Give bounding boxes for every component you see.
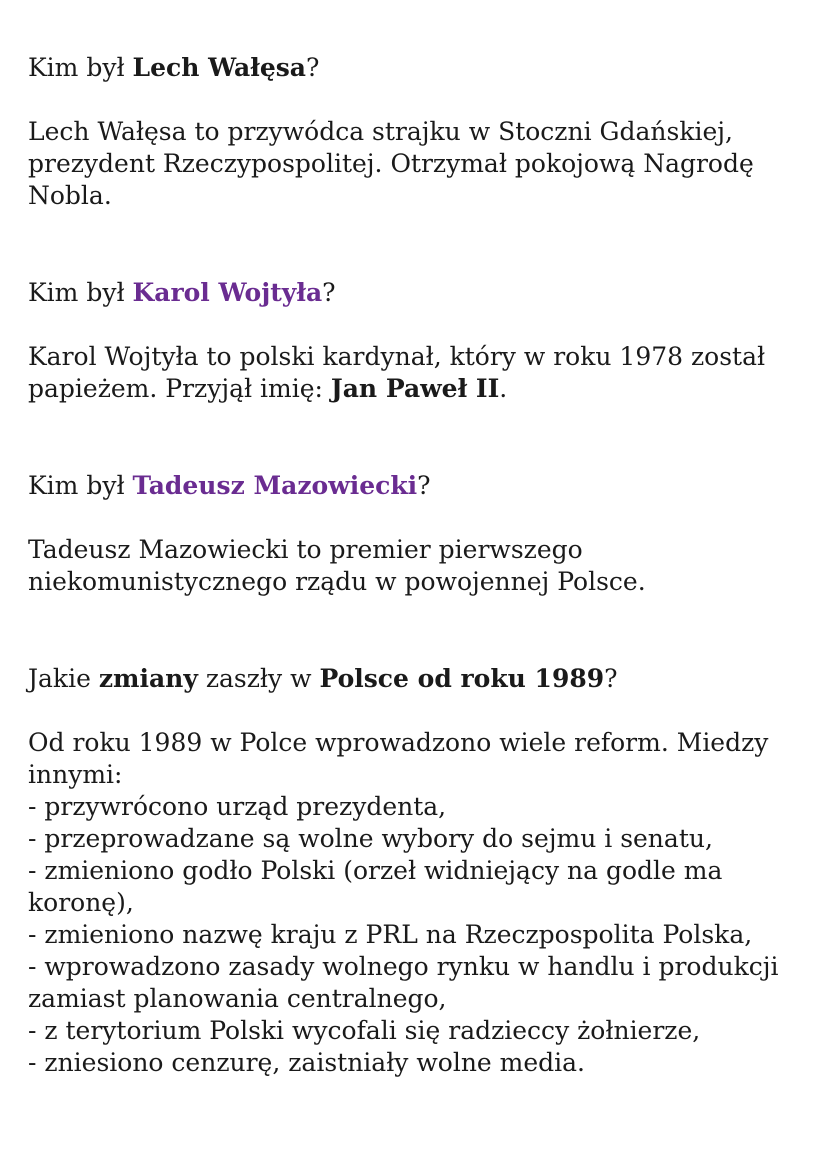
question-prefix: Jakie — [28, 664, 99, 693]
question-prefix: Kim był — [28, 278, 133, 307]
question-suffix: ? — [417, 471, 431, 500]
answer-tadeusz-mazowiecki: Tadeusz Mazowiecki to premier pierwszego niekomunistycznego rządu w powojennej Polsce. — [28, 535, 646, 596]
question-lech-walesa — [28, 52, 818, 84]
reforms-list — [28, 791, 818, 1079]
answer-text: Karol Wojtyła to polski kardynał, który w roku 1978 został papieżem. Przyjął imię: — [28, 342, 766, 403]
spacer — [28, 84, 818, 116]
question-middle: zaszły w — [197, 664, 320, 693]
question-name-purple: Karol Wojtyła — [132, 278, 323, 307]
question-suffix: ? — [604, 664, 618, 693]
list-item: - przywrócono urząd prezydenta, — [28, 792, 447, 821]
answer-lech-walesa: Lech Wałęsa to przywódca strajku w Stoczni Gdańskiej, prezydent Rzeczypospolitej. Otrzymał pokojową Nagrodę Nobla. — [28, 117, 754, 210]
question-prefix: Kim był — [28, 471, 133, 500]
answer-intro: Od roku 1989 w Polce wprowadzono wiele reform. Miedzy innymi: — [28, 728, 769, 789]
question-name-purple: Tadeusz Mazowiecki — [132, 471, 418, 500]
spacer — [28, 502, 818, 534]
question-prefix: Kim był — [28, 53, 133, 82]
question-tadeusz-mazowiecki — [28, 470, 818, 502]
question-suffix: ? — [322, 278, 336, 307]
section-spacer — [28, 212, 818, 277]
list-item: - z terytorium Polski wycofali się radzieccy żołnierze, — [28, 1016, 701, 1045]
question-bold-changes: zmiany — [98, 664, 198, 693]
list-item: - wprowadzono zasady wolnego rynku w handlu i produkcji zamiast planowania centralnego, — [28, 952, 779, 1013]
spacer — [28, 695, 818, 727]
answer-papal-name: Jan Paweł II — [330, 374, 500, 403]
answer-suffix: . — [499, 374, 508, 403]
question-suffix: ? — [306, 53, 320, 82]
section-spacer — [28, 405, 818, 470]
spacer — [28, 309, 818, 341]
question-karol-wojtyla — [28, 277, 818, 309]
question-bold-poland-1989: Polsce od roku 1989 — [319, 664, 605, 693]
question-changes-1989 — [28, 663, 818, 695]
section-spacer — [28, 598, 818, 663]
list-item: - zmieniono nazwę kraju z PRL na Rzeczpospolita Polska, — [28, 920, 753, 949]
list-item: - zniesiono cenzurę, zaistniały wolne media. — [28, 1048, 586, 1077]
answer-karol-wojtyla — [28, 341, 818, 405]
list-item: - zmieniono godło Polski (orzeł widniejący na godle ma koronę), — [28, 856, 723, 917]
document-page — [28, 52, 818, 1079]
list-item: - przeprowadzane są wolne wybory do sejmu i senatu, — [28, 824, 713, 853]
question-name-bold: Lech Wałęsa — [132, 53, 307, 82]
